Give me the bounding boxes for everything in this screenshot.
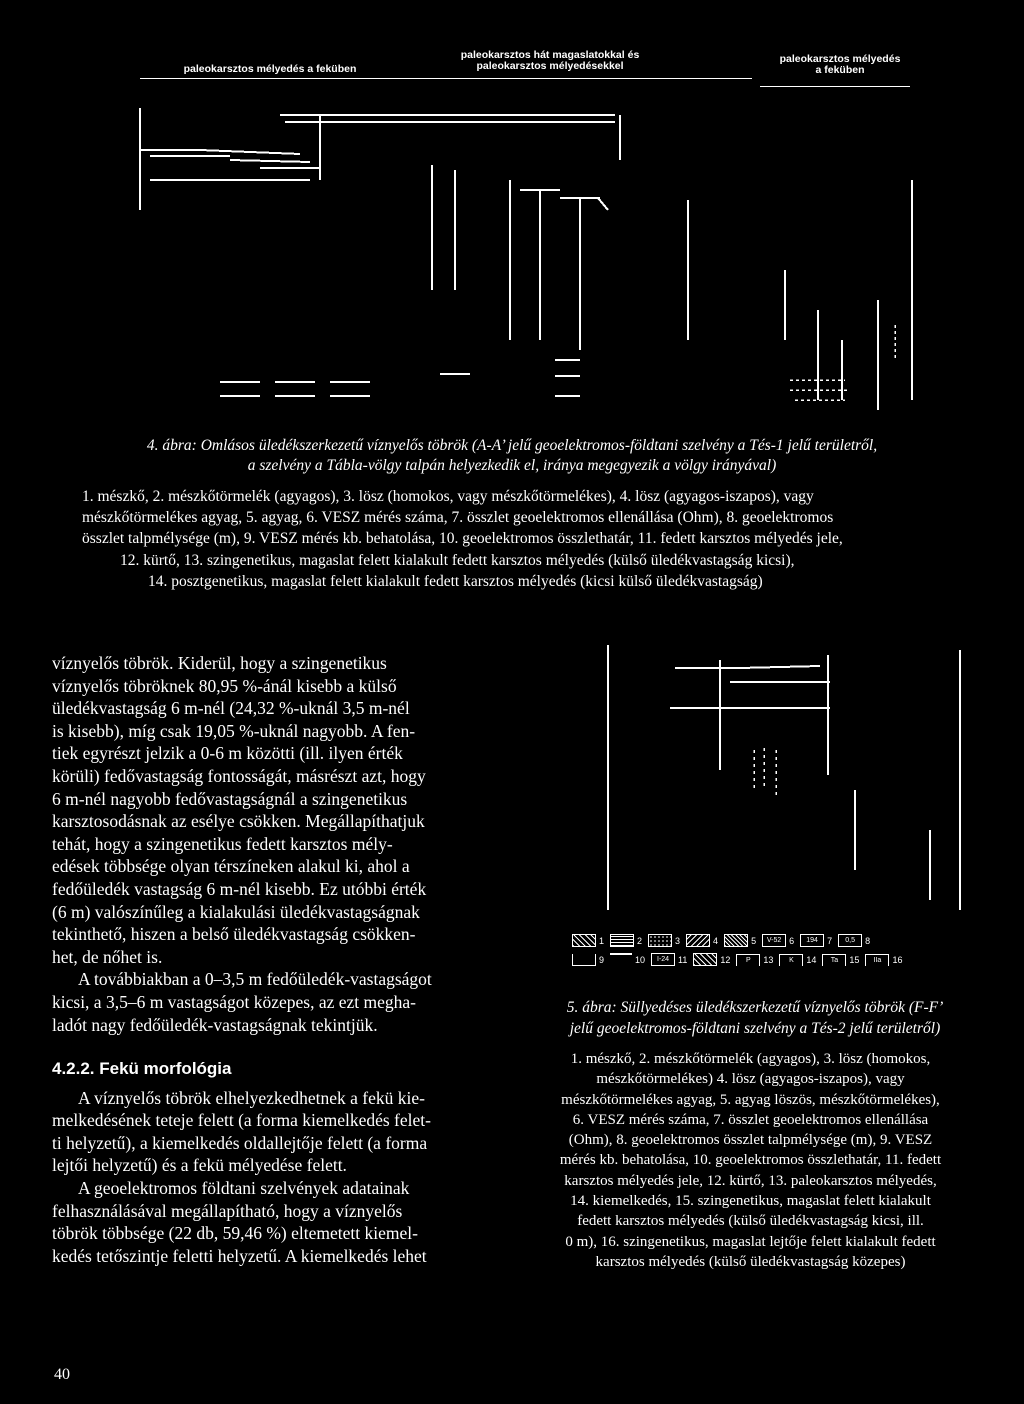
fig5-legend-line: 14. kiemelkedés, 15. szingenetikus, magaslat felett kialakult (570, 1193, 931, 1210)
fig5-legend-line: (Ohm), 8. geoelektromos összlet talpmélysége (m), 9. VESZ (568, 1132, 933, 1149)
body-paragraph-3: A víznyelős töbrök elhelyezkedhetnek a fekü kie- melkedésének teteje felett (a forma kiemelkedés felet- ti helyzetű), a kiemelkedés oldallejtője felett (a forma lejtői helyzetű) és a fekü mélyedése felett. (52, 1087, 431, 1176)
syngenetic-top-box: Ta (822, 954, 846, 966)
fig4-section-drawing (0, 90, 1024, 420)
fig4-caption: 4. ábra: Omlásos üledékszerkezetű víznyelős töbrök (A-A’ jelű geoelektromos-földtani szelvény a Tés-1 jelű területről, a szelvény a Tábla-völgy talpán helyezkedik el, iránya megegyezik a völgy irányával) (146, 437, 878, 474)
penetration-symbol (572, 954, 596, 966)
fig4-header-right: paleokarsztos mélyedés a feküben (779, 53, 901, 76)
fig4-legend-line: 12. kürtő, 13. szingenetikus, magaslat felett kialakult fedett karsztos mélyedés (külső üledékvastagság kicsi), (120, 551, 795, 569)
fig4-legend-line: 1. mészkő, 2. mészkőtörmelék (agyagos), 3. lösz (homokos, vagy mészkőtörmelékes), 4. lösz (agyagos-iszapos), vagy (82, 488, 814, 505)
boundary-symbol (610, 953, 632, 966)
syngenetic-slope-box: IIa (865, 954, 889, 966)
fig4-legend-line: mészkőtörmelékes agyag, 5. agyag, 6. VESZ mérés száma, 7. összlet geoelektromos ellenállása (Ohm), 8. geoelektromos (82, 509, 834, 527)
body-paragraph-2: A továbbiakban a 0–3,5 m fedőüledék-vastagságot kicsi, a 3,5–6 m vastagságot közepes, az ezt megha- ladót nagy fedőüledék-vastagságnak tekintjük. (52, 969, 432, 1035)
depth-box: 0,5 (838, 934, 862, 947)
loess-clay-swatch (686, 934, 710, 947)
section-heading: 4.2.2. Fekü morfológia (52, 1059, 232, 1079)
fig4-header-left: paleokarsztos mélyedés a feküben (183, 63, 357, 75)
fig5-legend (508, 1049, 993, 1272)
chimney-swatch (693, 953, 717, 966)
fig5-legend-line: 1. mészkő, 2. mészkőtörmelék (agyagos), 3. lösz (homokos, (570, 1051, 931, 1067)
vesz-number-box: V-52 (762, 934, 786, 947)
page-number: 40 (54, 1366, 70, 1383)
body-paragraph-4: A geoelektromos földtani szelvények adatainak felhasználásával megállapítható, hogy a víznyelős töbrök többsége (22 db, 59,46 %) eltemetett kiemel- kedés tetőszintje feletti helyzetű. A kiemelkedés lehet (52, 1178, 427, 1266)
fig5-legend-line: 6. VESZ mérés száma, 7. összlet geoelektromos ellenállása (572, 1111, 929, 1128)
fig5-legend-row-1: 1 2 3 4 5 V-52 6 194 7 0,5 8 (572, 934, 1012, 947)
fig5-legend-row-2: 9 10 I-24 11 12 P 13 K 14 Ta 15 IIa 16 (572, 953, 1012, 966)
limestone-swatch (572, 934, 596, 947)
fig5-legend-line: mészkőtörmelékes) 4. lösz (agyagos-iszapos), vagy (596, 1071, 905, 1088)
body-paragraph-1: víznyelős töbrök. Kiderül, hogy a szingenetikus víznyelős töbröknek 80,95 %-ánál kisebb a külső üledékvastagság 6 m-nél (24,32 %-uknál 3,5 m-nél is kisebb), míg csak 19,05 %-uknál nagyobb. A fen- tiek egyrészt jelzik a 0-6 m közötti (ill. ilyen érték körüli) fedővastagság fontosságát, másrészt azt, hogy 6 m-nél nagyobb fedővastagságnál a szingenetikus karsztosodásnak az esélye csökken. Megállapíthatjuk tehát, hogy a szingenetikus fedett karsztos mély- edések többsége olyan térszíneken alakul ki, ahol a fedőüledék vastagság 6 m-nél kisebb. Ez utóbbi érték (6 m) valószínűleg a kialakulási üledékvastagságnak tekinthető, hiszen a belső üledékvastagság csökken- het, de nőhet is. (52, 653, 427, 967)
fig5-legend-line: karsztos mélyedés (külső üledékvastagság közepes) (595, 1253, 906, 1270)
fig5-legend-line: fedett karsztos mélyedés (külső üledékvastagság kicsi, ill. (577, 1213, 924, 1230)
fig5-caption: 5. ábra: Süllyedéses üledékszerkezetű víznyelős töbrök (F-F’ jelű geoelektromos-földtani szelvény a Tés-2 jelű területről) (566, 999, 944, 1037)
fig4-header-mid: paleokarsztos hát magaslatokkal és paleokarsztos mélyedésekkel (460, 49, 640, 72)
elevation-box: K (779, 954, 803, 966)
fig4-header-underline-right (760, 86, 910, 87)
fig5-legend-line: 0 m), 16. szingenetikus, magaslat lejtője felett kialakult fedett (565, 1233, 936, 1250)
fig5-legend-line: karsztos mélyedés jele, 12. kürtő, 13. paleokarsztos mélyedés, (564, 1172, 937, 1189)
clay-swatch (724, 934, 748, 947)
fig4-header-underline (140, 78, 752, 79)
loess-sandy-swatch (648, 934, 672, 947)
fig5-section-drawing (570, 630, 1010, 930)
fig5-legend-line: mérés kb. behatolása, 10. geoelektromos összlethatár, 11. fedett (559, 1152, 942, 1169)
fig4-legend-line: 14. posztgenetikus, magaslat felett kialakult fedett karsztos mélyedés (kicsi külső üledékvastagság) (148, 572, 763, 590)
fig5-legend-icons (572, 934, 1012, 966)
doline-box: I-24 (651, 953, 675, 966)
paleokarst-box: P (736, 954, 760, 966)
rubble-swatch (610, 934, 634, 947)
fig4-legend-line: összlet talpmélysége (m), 9. VESZ mérés kb. behatolása, 10. geoelektromos összlethatár, 11. fedett karsztos mélyedés jele, (82, 530, 843, 548)
resistivity-box: 194 (800, 934, 824, 947)
fig5-legend-line: mészkőtörmelékes agyag, 5. agyag löszös, mészkőtörmelékes), (561, 1091, 940, 1108)
body-column (52, 652, 499, 1267)
fig4-legend (82, 486, 982, 592)
